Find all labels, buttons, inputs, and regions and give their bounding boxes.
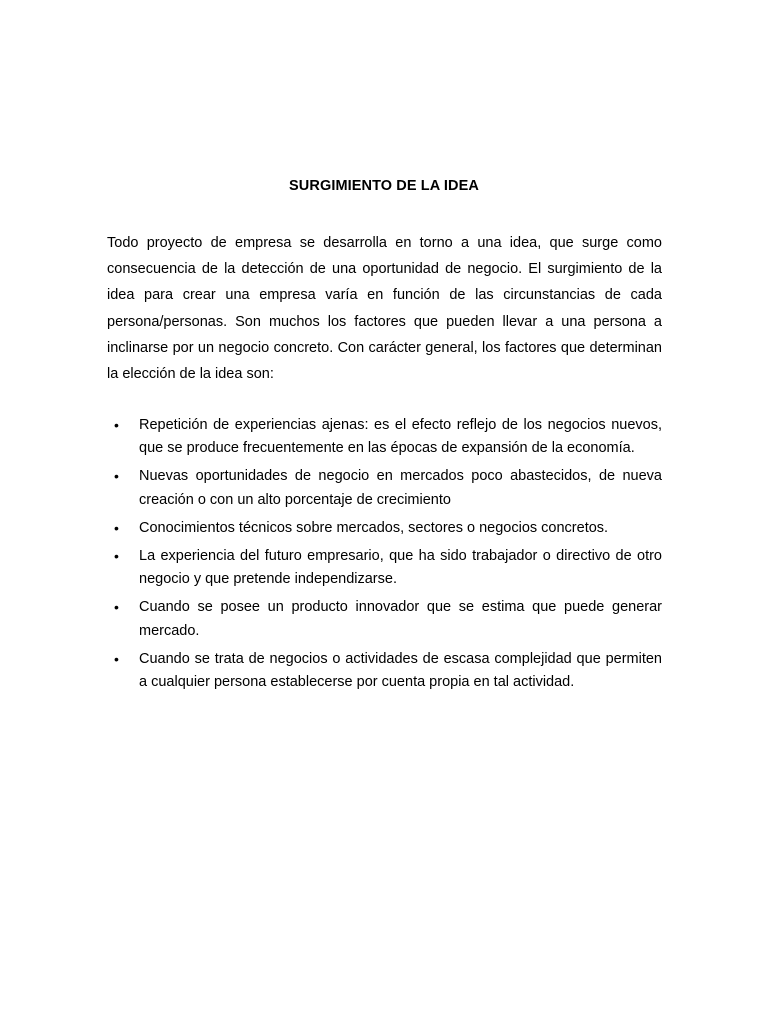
list-item-text: Nuevas oportunidades de negocio en mercados poco abastecidos, de nueva creación o con un alto porcentaje de crecimiento (139, 468, 662, 508)
list-item-text: Repetición de experiencias ajenas: es el efecto reflejo de los negocios nuevos, que se produce frecuentemente en las épocas de expansión de la economía. (139, 417, 662, 457)
list-item-text: La experiencia del futuro empresario, que ha sido trabajador o directivo de otro negocio y que pretende independizarse. (139, 548, 662, 588)
bullet-icon: • (114, 650, 119, 667)
list-item-text: Cuando se posee un producto innovador que se estima que puede generar mercado. (139, 599, 662, 639)
list-item-text: Cuando se trata de negocios o actividades de escasa complejidad que permiten a cualquier persona establecerse por cuenta propia en tal actividad. (139, 650, 662, 691)
list-item (107, 517, 662, 540)
bullet-icon: • (114, 417, 119, 433)
intro-paragraph: Todo proyecto de empresa se desarrolla en torno a una idea, que surge como consecuencia de la detección de una oportunidad de negocio. El surgimiento de la idea para crear una empresa varía en función de las circunstancias de cada persona/personas. Son muchos los factores que pueden llevar a una persona a inclinarse por un negocio concreto. Con carácter general, los factores que determinan la elección de la idea son: (107, 235, 662, 383)
list-item (107, 545, 662, 591)
list-item (107, 648, 662, 694)
factors-list (107, 414, 662, 699)
list-item (107, 596, 662, 642)
bullet-icon: • (114, 599, 119, 616)
bullet-icon: • (114, 468, 119, 485)
bullet-icon: • (114, 548, 119, 565)
document-title: SURGIMIENTO DE LA IDEA (289, 178, 479, 194)
list-item (107, 414, 662, 460)
list-item-text: Conocimientos técnicos sobre mercados, sectores o negocios concretos. (139, 519, 609, 536)
bullet-icon: • (114, 519, 119, 536)
list-item (107, 465, 662, 511)
